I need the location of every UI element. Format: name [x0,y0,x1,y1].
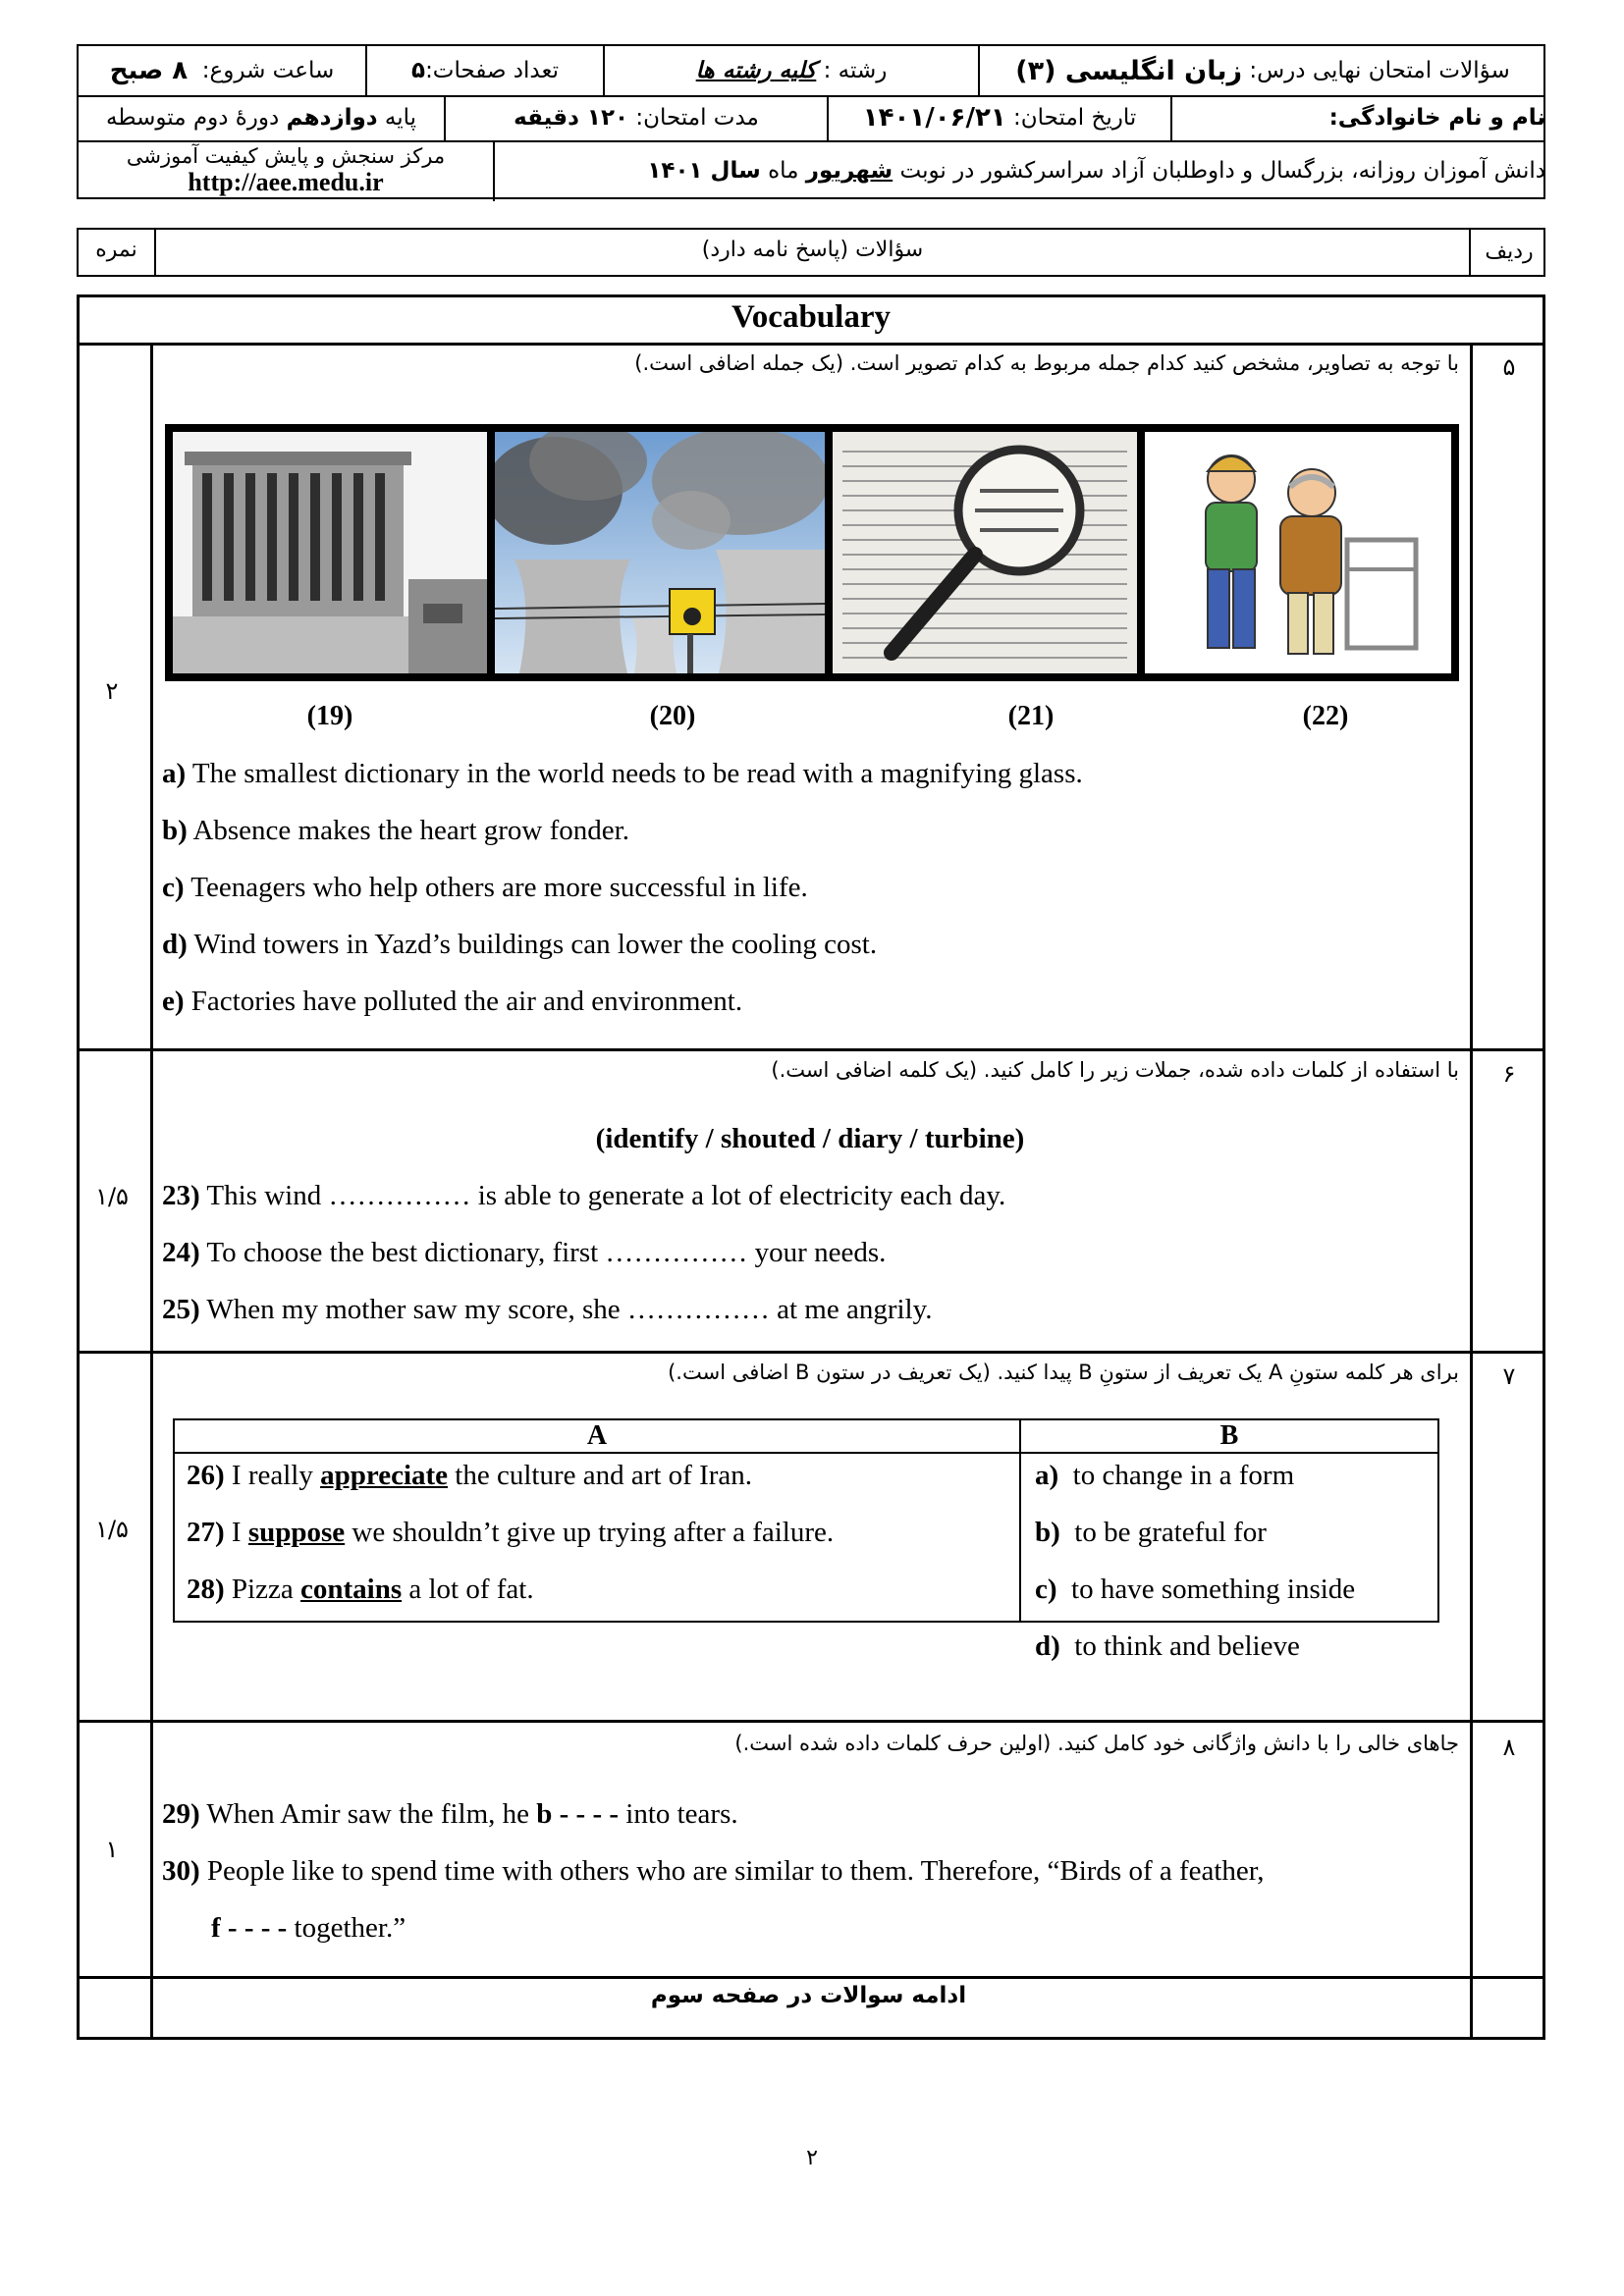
q8-item-29 [162,1798,738,1831]
q6-item-25 [162,1294,932,1326]
item-number: 27) [187,1517,225,1548]
item-post: a lot of fat. [408,1574,534,1605]
q8-item-30-cont [211,1912,406,1945]
option-letter: d) [162,929,188,960]
q6-number: ۶ [1502,1060,1516,1088]
duration-label: مدت امتحان: [635,105,759,131]
option-letter: c) [162,872,185,903]
student-name-label: نام و نام خانوادگی: [1328,105,1545,131]
q6-item-23 [162,1180,1005,1212]
questions-column-label: سؤالات (پاسخ نامه دارد) [701,238,924,262]
students-cell [495,140,1553,201]
def-text: to have something inside [1071,1574,1356,1605]
q7-score: ۱/۵ [95,1516,129,1543]
q5-number: ۵ [1502,353,1516,381]
start-time-cell [79,46,365,95]
q7-item-26 [187,1460,752,1492]
q5-option-a [162,758,1083,790]
exam-date-cell [829,95,1170,140]
start-time-value: ۸ صبح [109,56,189,85]
center-url[interactable]: http://aee.medu.ir [188,168,384,196]
start-time-label: ساعت شروع: [201,58,335,83]
center-cell [79,140,493,201]
def-letter: d) [1035,1630,1060,1662]
option-text: Teenagers who help others are more successful in life. [190,872,808,903]
q6-instruction: با استفاده از کلمات داده شده، جملات زیر را کامل کنید. (یک کلمه اضافی است.) [771,1058,1459,1082]
def-text: to change in a form [1072,1460,1295,1491]
q5-option-b [162,815,629,847]
item-number: 30) [162,1855,200,1887]
field-value: کلیه رشته ها [695,58,817,83]
item-pre: I [231,1517,242,1548]
row-column-label: ردیف [1485,240,1534,264]
grade-prefix: پایه [384,105,417,131]
duration-value: ۱۲۰ دقیقه [514,105,629,131]
field-label: رشته : [823,58,888,83]
item-text: People like to spend time with others who are similar to them. Therefore, “Birds of a feather, [206,1855,1265,1887]
q7-matching-table [173,1418,1439,1662]
q5-caption-20: (20) [649,701,696,731]
section-title: Vocabulary [731,299,891,335]
item-pre: When Amir saw the film, he [206,1798,529,1830]
helping-elderly-cartoon [1145,432,1451,673]
item-post: we shouldn’t give up trying after a failure. [352,1517,835,1548]
def-letter: b) [1035,1517,1060,1548]
student-name-cell [1172,95,1553,140]
item-post: into tears. [625,1798,738,1830]
students-line: دانش آموزان روزانه، بزرگسال و داوطلبان آزاد سراسرکشور در نوبت [899,158,1545,184]
q7-def-c [1035,1574,1355,1606]
item-text: This wind …………… is able to generate a lot of electricity each day. [206,1180,1006,1211]
option-text: Factories have polluted the air and environment. [190,986,743,1017]
q5-caption-19: (19) [306,701,353,731]
page-number: ۲ [806,2146,818,2170]
q8-item-30 [162,1855,1265,1888]
option-text: Wind towers in Yazd’s buildings can lower the cooling cost. [193,929,878,960]
pages-label: تعداد صفحات: [425,58,559,83]
q5-caption-22: (22) [1302,701,1349,731]
item-keyword: suppose [247,1517,346,1548]
q7-def-d [1035,1630,1300,1663]
grade-suffix: دورهٔ دوم متوسطه [105,105,280,131]
item-number: 23) [162,1180,200,1211]
table-header [77,228,1545,277]
q6-score: ۱/۵ [95,1183,129,1210]
option-letter: e) [162,986,185,1017]
score-column-label: نمره [95,238,137,262]
subject-value: زبان انگلیسی (۳) [1015,55,1243,86]
magnifying-glass-photo [833,432,1137,673]
item-number: 24) [162,1237,200,1268]
item-text: To choose the best dictionary, first …………… your needs. [206,1237,887,1268]
q7-def-b [1035,1517,1267,1549]
power-plant-photo [495,432,825,673]
center-name: مرکز سنجش و پایش کیفیت آموزشی [126,144,446,168]
q8-instruction: جاهای خالی را با دانش واژگانی خود کامل کنید. (اولین حرف کلمات داده شده است.) [734,1732,1459,1755]
def-letter: a) [1035,1460,1059,1491]
item-number: 25) [162,1294,200,1325]
column-a-header: A [586,1420,608,1451]
item-pre: I really [231,1460,313,1491]
item-post: together.” [294,1912,406,1944]
q8-score: ۱ [105,1836,119,1863]
def-letter: c) [1035,1574,1057,1605]
q8-number: ۸ [1502,1734,1516,1761]
subject-cell [980,46,1545,95]
exam-month: شهریور [805,158,893,184]
q5-score: ۲ [105,677,119,705]
item-number: 26) [187,1460,225,1491]
def-text: to think and believe [1074,1630,1300,1662]
item-blank: f - - - - [211,1912,288,1944]
exam-header [77,44,1545,199]
q5-instruction: با توجه به تصاویر، مشخص کنید کدام جمله مربوط به کدام تصویر است. (یک جمله اضافی است.) [634,351,1459,375]
item-keyword: appreciate [320,1460,449,1491]
field-cell [605,46,978,95]
pages-cell [367,46,603,95]
option-letter: a) [162,758,187,789]
q7-item-28 [187,1574,534,1606]
q5-caption-21: (21) [1007,701,1055,731]
exam-date-value: ۱۴۰۱/۰۶/۲۱ [862,103,1006,133]
q5-option-e [162,986,742,1018]
def-text: to be grateful for [1074,1517,1267,1548]
item-text: When my mother saw my score, she …………… at me angrily. [206,1294,933,1325]
q7-instruction: برای هر کلمه ستونِ A یک تعریف از ستونِ B پیدا کنید. (یک تعریف در ستون B اضافی است.) [668,1361,1459,1384]
wind-tower-photo [173,432,487,673]
option-letter: b) [162,815,188,846]
exam-year: سال ۱۴۰۱ [647,158,761,184]
grade-value: دوازدهم [286,105,378,131]
item-keyword: contains [299,1574,403,1605]
option-text: The smallest dictionary in the world needs to be read with a magnifying glass. [191,758,1083,789]
month-word: ماه [768,158,799,184]
q5-image-strip [165,424,1459,681]
item-number: 28) [187,1574,225,1605]
q6-item-24 [162,1237,886,1269]
q6-word-bank: (identify / shouted / diary / turbine) [595,1123,1025,1154]
duration-cell [446,95,827,140]
subject-label: سؤالات امتحان نهایی درس: [1249,58,1510,83]
option-text: Absence makes the heart grow fonder. [192,815,629,846]
pages-value: ۵ [411,58,426,83]
q5-option-c [162,872,808,904]
q7-number: ۷ [1502,1362,1516,1390]
continued-note: ادامه سوالات در صفحه سوم [650,1983,967,2008]
q7-item-27 [187,1517,834,1549]
item-number: 29) [162,1798,200,1830]
grade-cell [79,95,444,140]
item-blank: b - - - - [536,1798,620,1830]
q7-def-a [1035,1460,1294,1492]
item-pre: Pizza [231,1574,294,1605]
item-post: the culture and art of Iran. [455,1460,753,1491]
exam-date-label: تاریخ امتحان: [1013,105,1137,131]
q5-option-d [162,929,877,961]
column-b-header: B [1219,1420,1239,1451]
